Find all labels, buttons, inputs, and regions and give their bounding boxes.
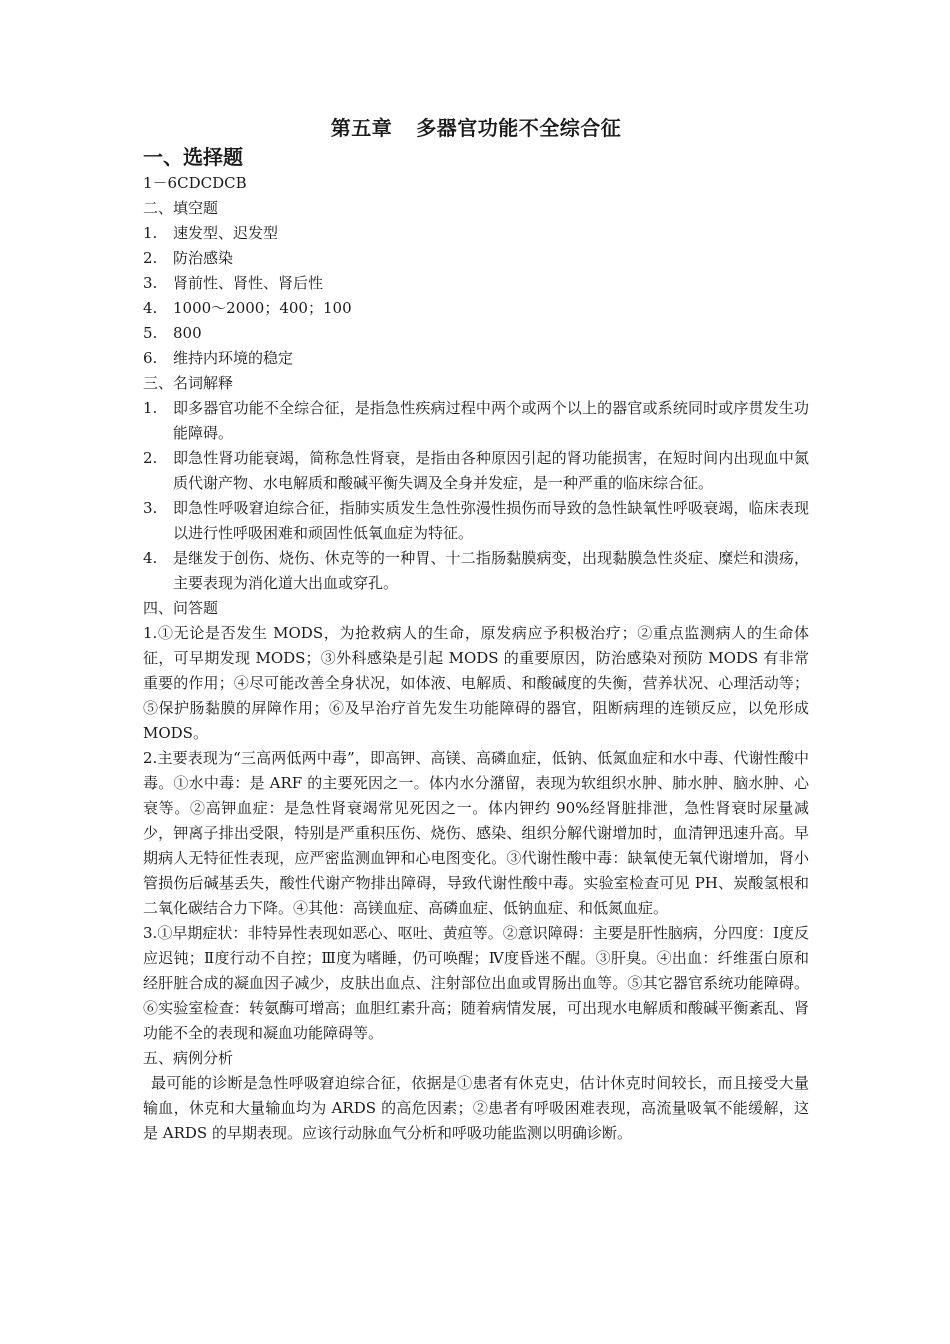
case-analysis: 最可能的诊断是急性呼吸窘迫综合征，依据是①患者有休克史，估计休克时间较长，而且接受大量输血，休克和大量输血均为 ARDS 的高危因素；②患者有呼吸困难表现，高流量吸氧不能缓解，这是 ARDS 的早期表现。应该行动脉血气分析和呼吸功能监测以明确诊断。 (143, 1074, 809, 1142)
choice-answers: 1－6CDCDCB (143, 174, 247, 192)
list-item: 1. 速发型、迟发型 (143, 224, 279, 242)
list-item: 2. 即急性肾功能衰竭，简称急性肾衰，是指由各种原因引起的肾功能损害，在短时间内出现血中氮质代谢产物、水电解质和酸碱平衡失调及全身并发症，是一种严重的临床综合征。 (143, 449, 809, 492)
list-item: 4. 是继发于创伤、烧伤、休克等的一种胃、十二指肠黏膜病变，出现黏膜急性炎症、糜烂和溃疡，主要表现为消化道大出血或穿孔。 (143, 549, 809, 592)
list-item: 2. 防治感染 (143, 249, 234, 267)
chapter-name: 多器官功能不全综合征 (416, 116, 622, 140)
section-heading-qa: 四、问答题 (143, 599, 219, 617)
list-item: 4. 1000～2000；400；100 (143, 299, 352, 317)
list-item: 5. 800 (143, 324, 202, 342)
list-item: 3. 即急性呼吸窘迫综合征，指肺实质发生急性弥漫性损伤而导致的急性缺氧性呼吸衰竭，临床表现以进行性呼吸困难和顽固性低氧血症为特征。 (143, 499, 809, 542)
chapter-title (143, 113, 809, 143)
section-heading-terms: 三、名词解释 (143, 374, 234, 392)
section-heading-case: 五、病例分析 (143, 1049, 234, 1067)
section-heading-choice: 一、选择题 (143, 145, 243, 169)
list-item: 3. 肾前性、肾性、肾后性 (143, 274, 324, 292)
qa-answer-1: 1.①无论是否发生 MODS，为抢救病人的生命，原发病应予积极治疗；②重点监测病人的生命体征，可早期发现 MODS；③外科感染是引起 MODS 的重要原因，防治感染对预防 MODS 有非常重要的作用；④尽可能改善全身状况，如体液、电解质、和酸碱度的失衡，营养状况、心理活动等；⑤保护肠黏膜的屏障作用；⑥及早治疗首先发生功能障碍的器官，阻断病理的连锁反应，以免形成 MODS。 (143, 624, 809, 742)
list-item: 1. 即多器官功能不全综合征，是指急性疾病过程中两个或两个以上的器官或系统同时或序贯发生功能障碍。 (143, 399, 809, 442)
terms-list (143, 396, 809, 596)
document-content (143, 113, 809, 1146)
qa-answer-3: 3.①早期症状：非特异性表现如恶心、呕吐、黄疸等。②意识障碍：主要是肝性脑病，分四度：Ⅰ度反应迟钝；Ⅱ度行动不自控；Ⅲ度为嗜睡，仍可唤醒；Ⅳ度昏迷不醒。③肝臭。④出血：纤维蛋白原和经肝脏合成的凝血因子减少，皮肤出血点、注射部位出血或胃肠出血等。⑤其它器官系统功能障碍。⑥实验室检查：转氨酶可增高；血胆红素升高；随着病情发展，可出现水电解质和酸碱平衡紊乱、肾功能不全的表现和凝血功能障碍等。 (143, 924, 809, 1042)
section-heading-fill: 二、填空题 (143, 199, 219, 217)
chapter-number: 第五章 (330, 116, 393, 140)
fill-answers-list (143, 221, 809, 371)
list-item: 6. 维持内环境的稳定 (143, 349, 294, 367)
qa-answer-2: 2.主要表现为“三高两低两中毒”，即高钾、高镁、高磷血症，低钠、低氮血症和水中毒、代谢性酸中毒。①水中毒：是 ARF 的主要死因之一。体内水分潴留，表现为软组织水肿、肺水肿、脑水肿、心衰等。②高钾血症：是急性肾衰竭常见死因之一。体内钾约 90%经肾脏排泄，急性肾衰时尿量减少，钾离子排出受限，特别是严重积压伤、烧伤、感染、组织分解代谢增加时，血清钾迅速升高。早期病人无特征性表现，应严密监测血钾和心电图变化。③代谢性酸中毒：缺氧使无氧代谢增加，肾小管损伤后碱基丢失，酸性代谢产物排出障碍，导致代谢性酸中毒。实验室检查可见 PH、炭酸氢根和二氧化碳结合力下降。④其他：高镁血症、高磷血症、低钠血症、和低氮血症。 (143, 749, 809, 917)
